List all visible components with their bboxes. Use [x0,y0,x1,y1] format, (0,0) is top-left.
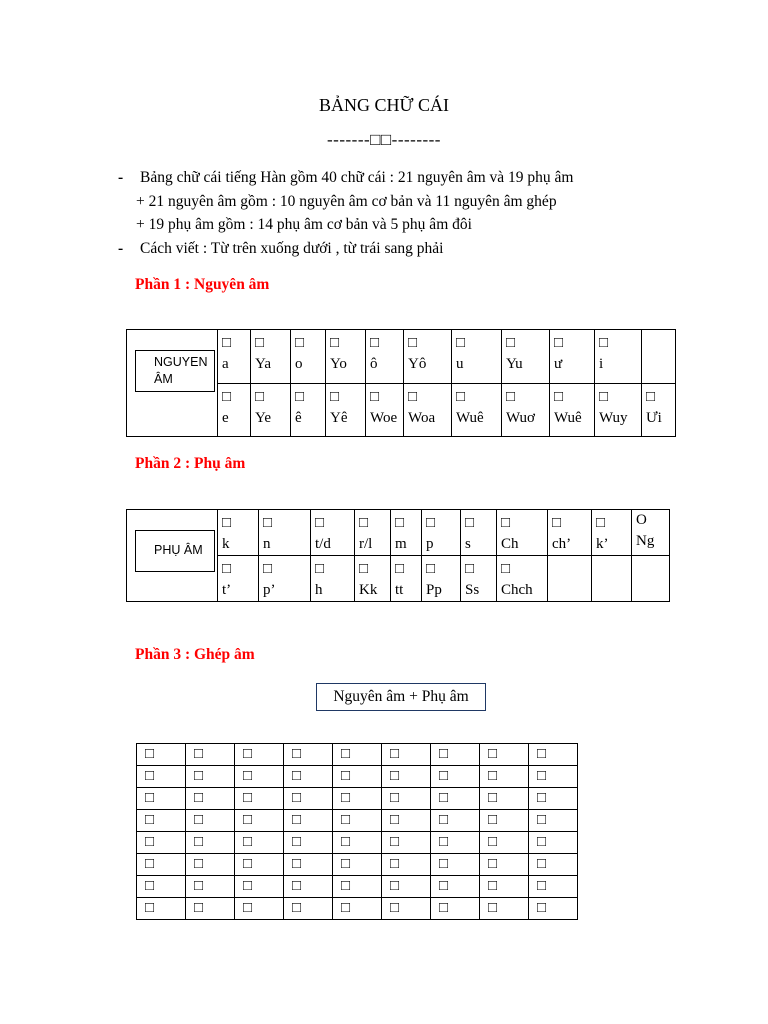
grid-cell: □ [382,876,431,898]
hangul-glyph-icon: □ [359,515,369,531]
grid-cell: □ [431,744,480,766]
romanization: Wuơ [506,409,535,426]
grid-cell: □ [137,766,186,788]
grid-cell: □ [235,832,284,854]
grid-cell: □ [186,898,235,920]
vowel-row2-cell [550,383,595,437]
grid-row [137,898,578,920]
romanization: tt [395,582,404,598]
grid-cell: □ [186,766,235,788]
grid-cell: □ [186,810,235,832]
grid-cell: □ [480,832,529,854]
part2-heading: Phần 2 : Phụ âm [135,455,246,472]
hangul-glyph-icon: □ [222,561,232,577]
romanization: p [426,536,434,552]
grid-cell: □ [235,876,284,898]
grid-cell: □ [382,788,431,810]
romanization: Wuê [554,409,582,426]
vowel-row1-cell [642,330,676,384]
consonant-row2-cell [422,556,461,602]
vowel-row2-cell [502,383,550,437]
hangul-glyph-icon: □ [465,561,475,577]
hangul-glyph-icon: □ [222,335,232,351]
vowel-row1-cell [404,330,452,384]
romanization: p’ [263,582,276,598]
consonant-row2-cell [497,556,548,602]
hangul-glyph-icon: □ [506,388,516,405]
romanization: o [295,356,303,372]
romanization: Woa [408,409,436,426]
romanization: s [465,536,471,552]
grid-cell: □ [333,744,382,766]
consonant-row2-cell [355,556,391,602]
grid-cell: □ [186,788,235,810]
grid-cell: □ [333,766,382,788]
hangul-glyph-icon: □ [554,388,564,405]
grid-cell: □ [480,898,529,920]
combination-grid [136,743,578,920]
grid-cell: □ [137,898,186,920]
vowel-row1-cell [550,330,595,384]
consonant-row2-cell [311,556,355,602]
romanization: ê [295,409,302,426]
hangul-glyph-icon: □ [596,515,606,531]
vowel-row2-cell [251,383,291,437]
vowel-row1-cell [502,330,550,384]
romanization: e [222,409,229,426]
romanization: Wuê [456,409,484,426]
grid-cell: □ [137,854,186,876]
hangul-glyph-icon: □ [222,515,232,531]
romanization: Woe [370,409,398,426]
grid-cell: □ [137,744,186,766]
grid-row [137,854,578,876]
vowel-row1-cell [595,330,642,384]
bullet-2: + 21 nguyên âm gồm : 10 nguyên âm cơ bản và 11 nguyên âm ghép [136,192,557,210]
grid-cell: □ [431,810,480,832]
grid-cell: □ [235,854,284,876]
consonant-row2-cell [461,556,497,602]
grid-cell: □ [431,788,480,810]
romanization: ô [370,356,378,372]
hangul-glyph-icon: □ [295,335,305,351]
consonant-table [126,509,670,602]
consonant-row2-cell [218,556,259,602]
grid-cell: □ [186,876,235,898]
hangul-glyph-icon: □ [426,561,436,577]
part1-heading: Phần 1 : Nguyên âm [135,276,270,293]
hangul-glyph-icon: □ [370,388,380,405]
grid-cell: □ [186,832,235,854]
romanization: k’ [596,536,609,552]
grid-cell: □ [137,832,186,854]
hangul-glyph-icon: □ [330,388,340,405]
vowel-row2-cell [326,383,366,437]
grid-cell: □ [284,788,333,810]
consonant-row1-cell [391,510,422,556]
romanization: ư [554,356,563,372]
hangul-glyph-icon: □ [255,335,265,351]
grid-cell: □ [333,810,382,832]
vowel-row1-cell [218,330,251,384]
formula-box: Nguyên âm + Phụ âm [316,683,486,711]
consonant-label-cell [127,510,218,602]
hangul-glyph-icon: □ [501,561,511,577]
vowel-row2-cell [366,383,404,437]
grid-cell: □ [284,854,333,876]
hangul-glyph-icon: □ [330,335,340,351]
romanization: Chch [501,582,533,598]
grid-cell: □ [137,788,186,810]
vowel-row2-cell [291,383,326,437]
romanization: h [315,582,323,598]
vowel-row1-cell [452,330,502,384]
hangul-glyph-icon: □ [370,335,380,351]
romanization: Ss [465,582,480,598]
consonant-label-box: PHỤ ÂM [135,530,215,572]
romanization: Yê [330,409,348,426]
romanization: i [599,356,604,372]
grid-row [137,744,578,766]
grid-cell: □ [529,788,578,810]
grid-cell: □ [333,876,382,898]
hangul-glyph-icon: □ [599,335,609,351]
vowel-row2-cell [452,383,502,437]
hangul-glyph-icon: □ [359,561,369,577]
grid-cell: □ [333,788,382,810]
hangul-glyph-icon: □ [408,335,418,351]
romanization: m [395,536,407,552]
grid-cell: □ [284,876,333,898]
romanization: t/d [315,536,331,552]
bullet-1: - Bảng chữ cái tiếng Hàn gồm 40 chữ cái : 21 nguyên âm và 19 phụ âm [118,169,574,186]
grid-cell: □ [480,766,529,788]
grid-cell: □ [529,766,578,788]
hangul-glyph-icon: □ [315,515,325,531]
hangul-glyph-icon: □ [552,515,562,531]
grid-cell: □ [284,898,333,920]
grid-cell: □ [480,876,529,898]
grid-row [137,832,578,854]
romanization: Ng [636,533,655,549]
grid-cell: □ [284,744,333,766]
grid-row [137,876,578,898]
grid-cell: □ [382,854,431,876]
hangul-glyph-icon: □ [501,515,511,531]
consonant-row2-cell [259,556,311,602]
grid-cell: □ [235,744,284,766]
intro-bullets [118,166,573,260]
grid-cell: □ [480,854,529,876]
grid-row [137,788,578,810]
grid-cell: □ [284,766,333,788]
grid-cell: □ [431,876,480,898]
romanization: r/l [359,536,373,552]
consonant-row1-cell [218,510,259,556]
consonant-row1-cell [497,510,548,556]
romanization: Ya [255,356,271,372]
grid-cell: □ [382,898,431,920]
grid-cell: □ [431,766,480,788]
grid-cell: □ [382,744,431,766]
hangul-glyph-icon: □ [465,515,475,531]
hangul-glyph-icon: □ [599,388,609,405]
vowel-label-cell [127,330,218,437]
hangul-glyph-icon: □ [263,561,273,577]
grid-cell: □ [382,766,431,788]
romanization: u [456,356,464,372]
consonant-row1-cell [355,510,391,556]
grid-cell: □ [480,810,529,832]
hangul-glyph-icon: □ [506,335,516,351]
consonant-row1-cell [548,510,592,556]
hangul-glyph-icon: □ [295,388,305,405]
consonant-row2-cell [391,556,422,602]
romanization: Wuy [599,409,628,426]
romanization: Kk [359,582,378,598]
romanization: ch’ [552,536,572,552]
hangul-glyph-icon: □ [395,515,405,531]
grid-cell: □ [529,744,578,766]
grid-cell: □ [480,788,529,810]
consonant-row1-cell [461,510,497,556]
bullet-4: - Cách viết : Từ trên xuống dưới , từ trái sang phải [118,239,444,257]
hangul-glyph-icon: □ [554,335,564,351]
bullet-3: + 19 phụ âm gồm : 14 phụ âm cơ bản và 5 phụ âm đôi [136,216,472,233]
title-decoration: -------□□-------- [327,130,441,149]
romanization: Ye [255,409,271,426]
vowel-row1-cell [251,330,291,384]
grid-row [137,766,578,788]
romanization: Ch [501,536,519,552]
grid-row [137,810,578,832]
grid-cell: □ [235,898,284,920]
hangul-glyph-icon: □ [222,388,232,405]
grid-cell: □ [431,854,480,876]
grid-cell: □ [431,898,480,920]
grid-cell: □ [235,788,284,810]
romanization: Pp [426,582,442,598]
consonant-row2-cell [548,556,592,602]
consonant-row2-cell [632,556,670,602]
vowel-row1-cell [291,330,326,384]
vowel-row2-cell [218,383,251,437]
hangul-glyph-icon: □ [395,561,405,577]
romanization: t’ [222,582,232,598]
romanization: Yo [330,356,347,372]
consonant-row1-cell [422,510,461,556]
grid-cell: □ [137,810,186,832]
romanization: Yô [408,356,427,372]
hangul-glyph-icon: □ [255,388,265,405]
hangul-glyph-icon: □ [646,388,656,405]
page-title: BẢNG CHỮ CÁI [319,95,449,115]
romanization: Ưi [646,409,662,426]
romanization: a [222,356,229,372]
hangul-glyph-icon: □ [426,515,436,531]
grid-cell: □ [431,832,480,854]
grid-cell: □ [235,810,284,832]
vowel-label-box: NGUYEN ÂM [135,350,215,392]
grid-cell: □ [382,832,431,854]
hangul-glyph-icon: □ [456,335,466,351]
consonant-row1-cell [632,510,670,556]
vowel-row2-cell [642,383,676,437]
consonant-row1-cell [311,510,355,556]
grid-cell: □ [529,810,578,832]
grid-cell: □ [382,810,431,832]
vowel-row2-cell [595,383,642,437]
grid-cell: □ [529,898,578,920]
hangul-glyph-icon: □ [315,561,325,577]
vowel-row1-cell [326,330,366,384]
grid-cell: □ [529,876,578,898]
grid-cell: □ [284,832,333,854]
consonant-row1-cell [259,510,311,556]
grid-cell: □ [284,810,333,832]
grid-cell: □ [137,876,186,898]
grid-cell: □ [333,832,382,854]
grid-cell: □ [333,854,382,876]
consonant-row2-cell [592,556,632,602]
grid-cell: □ [529,854,578,876]
hangul-glyph-icon: □ [456,388,466,405]
romanization: Yu [506,356,523,372]
grid-cell: □ [186,854,235,876]
grid-cell: □ [333,898,382,920]
vowel-row2-cell [404,383,452,437]
grid-cell: □ [529,832,578,854]
grid-cell: □ [186,744,235,766]
hangul-glyph-icon: □ [263,515,273,531]
vowel-table [126,329,676,437]
consonant-row1-cell [592,510,632,556]
romanization: n [263,536,271,552]
part3-heading: Phần 3 : Ghép âm [135,646,255,663]
vowel-row1-cell [366,330,404,384]
romanization: k [222,536,230,552]
grid-cell: □ [480,744,529,766]
grid-cell: □ [235,766,284,788]
romanization: O [636,512,647,528]
hangul-glyph-icon: □ [408,388,418,405]
